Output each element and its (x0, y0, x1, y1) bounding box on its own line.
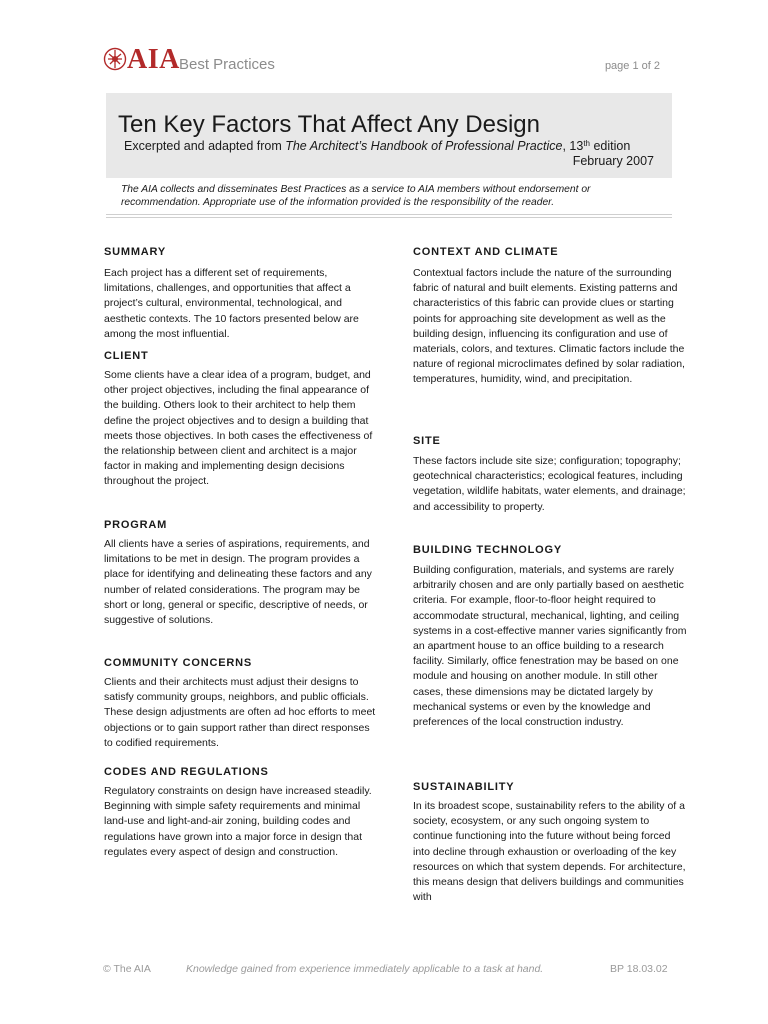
page-indicator: page 1 of 2 (604, 60, 660, 72)
divider (106, 217, 672, 218)
subtitle-book-title: The Architect’s Handbook of Professional Practice (285, 139, 563, 153)
section-body: These factors include site size; configuration; topography; geotechnical characteristics; ecological features, including vegetation, wildlife habitats, water elements, and drainage; and accessibility to property. (413, 455, 686, 513)
section-body: Contextual factors include the nature of the surrounding fabric of natural and built elements. Existing patterns and characteristics of this fabric can provide clues or starting points for approaching site development as well as the building design, influencing its configuration and use of materials, colors, and textures. Climatic factors include the nature of regional microclimates defined by solar radiation, temperatures, humidity, wind, and precipitation. (413, 267, 685, 386)
footer-tagline: Knowledge gained from experience immediately applicable to a task at hand. (186, 963, 544, 975)
section-heading: CODES AND REGULATIONS (104, 766, 269, 778)
section-body: Each project has a different set of requirements, limitations, challenges, and opportunities that affect a project’s cultural, environmental, technological, and aesthetic contexts. The 10 factors presented below are among the most influential. (104, 267, 359, 340)
subtitle-prefix: Excerpted and adapted from (124, 139, 286, 153)
section-body: Building configuration, materials, and systems are rarely arbitrarily chosen and are only partially based on aesthetic criteria. For example, floor-to-floor height required to accommodate structural, mechanical, lighting, and ceiling systems in a cost-effective manner varies significantly from an apartment house to an office building to a research facility. Similarly, office fenestration may be based on one module and housing on another module. In still other cases, these dimensions may be dictated largely by mechanical systems or even by the knowledge and preferences of the local construction industry. (413, 564, 687, 729)
disclaimer: The AIA collects and disseminates Best Practices as a service to AIA members without endorsement or recommendation. Appropriate use of the information provided is the responsibility of the reader. (121, 184, 591, 208)
title-block (106, 93, 672, 178)
section-heading: SUMMARY (104, 246, 167, 258)
document-date: February 2007 (572, 154, 654, 168)
divider (106, 214, 672, 215)
section-heading: CONTEXT AND CLIMATE (413, 246, 559, 258)
document-title: Ten Key Factors That Affect Any Design (118, 111, 541, 138)
footer-document-code: BP 18.03.02 (610, 963, 668, 975)
footer-copyright: © The AIA (103, 963, 151, 975)
section-heading: SITE (413, 435, 441, 447)
subtitle-edition-number: , 13 (562, 139, 584, 153)
page-header (103, 44, 663, 78)
series-name: Best Practices (179, 56, 275, 73)
subtitle-edition-superscript: th (583, 139, 590, 148)
subtitle-edition-word: edition (589, 139, 631, 153)
brand-name: AIA (127, 44, 180, 75)
aia-eagle-seal-icon (103, 46, 127, 72)
section-body: Some clients have a clear idea of a program, budget, and other project objectives, including the final appearance of the building. Others look to their architect to help them define the project objectives and to design a building that meets those objectives. In both cases the effectiveness of the relationship between client and architect is a major factor in making and implementing design decisions throughout the project. (104, 369, 373, 488)
section-heading: COMMUNITY CONCERNS (104, 657, 253, 669)
section-body: All clients have a series of aspirations, requirements, and limitations to be met in design. The program provides a place for identifying and delineating these factors and any number of related considerations. The program may be short or long, general or specific, descriptive of needs, or suggestive of solutions. (104, 538, 372, 627)
section-heading: BUILDING TECHNOLOGY (413, 544, 563, 556)
section-heading: SUSTAINABILITY (413, 781, 515, 793)
document-subtitle (124, 139, 630, 154)
section-body: Clients and their architects must adjust their designs to satisfy community groups, neighbors, and public officials. These design adjustments are often ad hoc efforts to meet objections or to gain support rather than direct responses to codified requirements. (104, 676, 376, 749)
section-body: In its broadest scope, sustainability refers to the ability of a society, ecosystem, or any such ongoing system to continue functioning into the future without being forced into decline through exhaustion or overloading of the key resources on which that system depends. For architecture, this means design that delivers buildings and communities with (413, 800, 686, 904)
section-body: Regulatory constraints on design have increased steadily. Beginning with simple safety requirements and minimal land-use and light-and-air zoning, building codes and regulations have grown into a major force in design that regulates every aspect of design and construction. (104, 785, 372, 858)
section-heading: CLIENT (104, 350, 149, 362)
section-heading: PROGRAM (104, 519, 168, 531)
